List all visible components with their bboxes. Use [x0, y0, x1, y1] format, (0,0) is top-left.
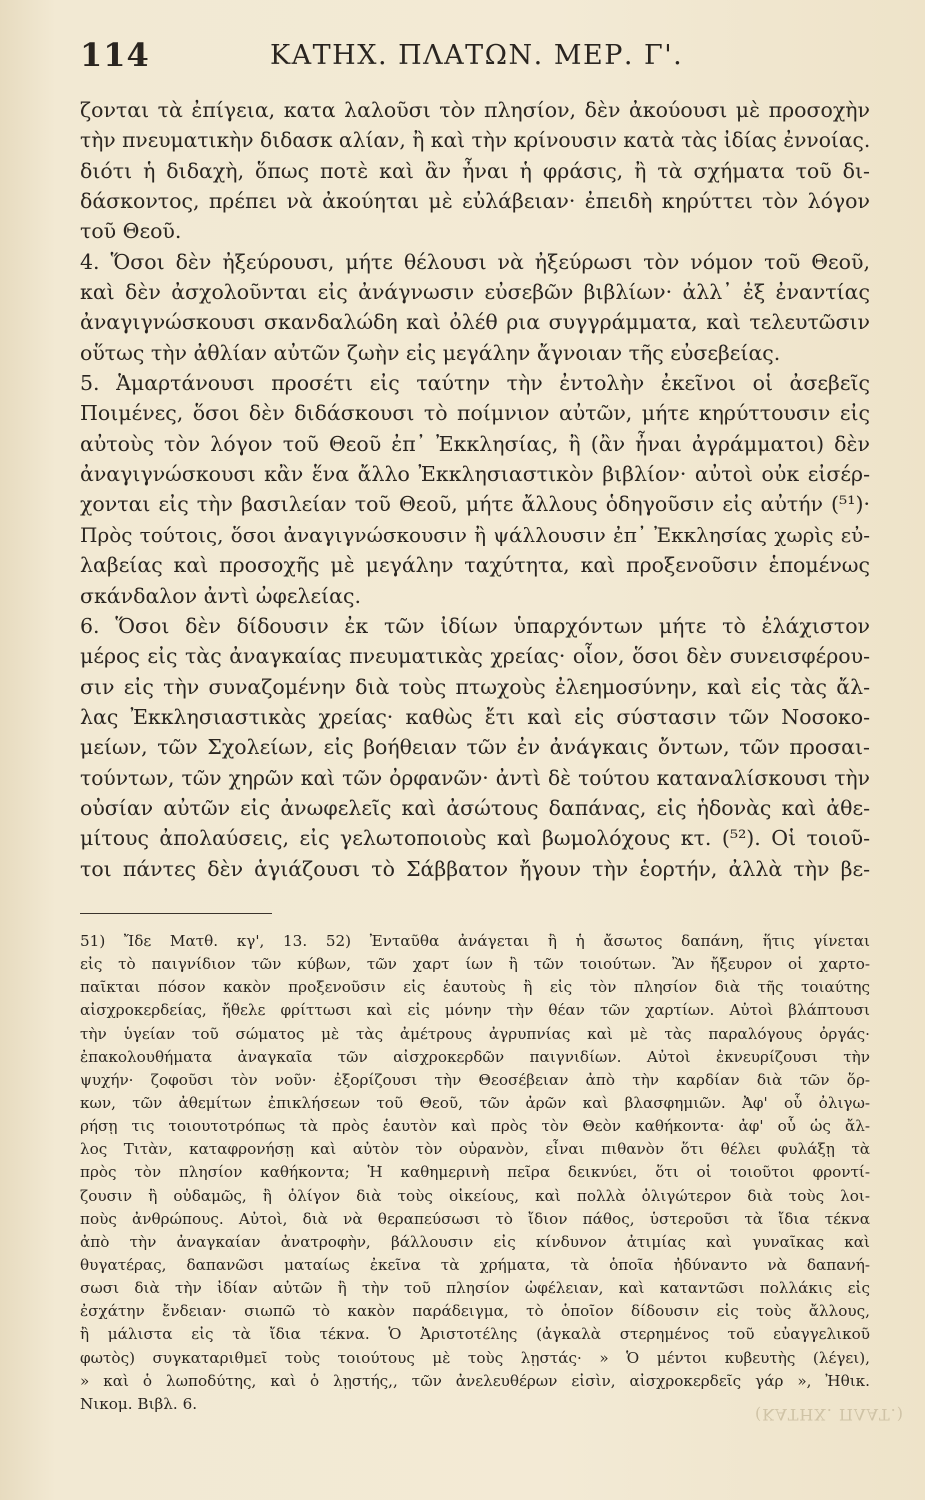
text-line: οὐσίαν αὐτῶν εἰς ἀνωφελεῖς καὶ ἀσώτους δαπάνας, εἰς ἡδονὰς καὶ ἀθε-: [80, 795, 870, 820]
text-line: αὐτοὺς τὸν λόγον τοῦ Θεοῦ ἐπ᾽ Ἐκκλησίας, ἢ (ἂν ἦναι ἀγράμματοι) δὲν: [80, 431, 870, 456]
text-line: 6. Ὅσοι δὲν δίδουσιν ἐκ τῶν ἰδίων ὑπαρχόντων μήτε τὸ ἐλάχιστον: [80, 613, 870, 638]
footnote-line: εἰς τὸ παιγνίδιον τῶν κύβων, τῶν χαρτ ίων ἢ τῶν τοιούτων. Ἂν ἤξευρον οἱ χαρτο-: [80, 955, 870, 974]
footnote-line: θυγατέρας, δαπανῶσι ματαίως ἐκεῖνα τὰ χρήματα, τὰ ὁποῖα ἠδύναντο νὰ δαπανή-: [80, 1255, 870, 1274]
bleed-through-text: (ΚΑΤΗΧ. ΠΛΑΤ.): [755, 1405, 904, 1424]
text-line: καὶ δὲν ἀσχολοῦνται εἰς ἀνάγνωσιν εὐσεβῶν βιβλίων· ἀλλ᾽ ἐξ ἐναντίας: [80, 280, 870, 305]
text-line: τὴν πνευματικὴν διδασκ αλίαν, ἢ καὶ τὴν κρίνουσιν κατὰ τὰς ἰδίας ἐννοίας.: [80, 128, 871, 153]
text-line: 4. Ὅσοι δὲν ἠξεύρουσι, μήτε θέλουσι νὰ ἠξεύρωσι τὸν νόμον τοῦ Θεοῦ,: [80, 249, 870, 274]
footnote-line: ἐσχάτην ἔνδειαν· σιωπῶ τὸ κακὸν παράδειγμα, τὸ ὁποῖον δίδουσιν εἰς τοὺς ἄλλους,: [80, 1302, 870, 1321]
text-line: λας Ἐκκλησιαστικὰς χρείας· καθὼς ἔτι καὶ εἰς σύστασιν τῶν Νοσοκο-: [80, 704, 870, 729]
text-line: δάσκοντος, πρέπει νὰ ἀκούηται μὲ εὐλάβειαν· ἐπειδὴ κηρύττει τὸν λόγον: [80, 189, 870, 214]
footnote-line: ψυχήν· ζοφοῦσι τὸν νοῦν· ἐξορίζουσι τὴν Θεοσέβειαν ἀπὸ τὴν καρδίαν διὰ τῶν ὅρ-: [80, 1070, 870, 1089]
footnote-rule: [80, 913, 272, 914]
text-line: μείων, τῶν Σχολείων, εἰς βοήθειαν τῶν ἐν ἀνάγκαις ὄντων, τῶν προσαι-: [80, 735, 870, 760]
text-line: σκάνδαλον ἀντὶ ὠφελείας.: [80, 583, 361, 608]
page-number: 114: [80, 36, 150, 74]
text-line: διότι ἡ διδαχὴ, ὅπως ποτὲ καὶ ἂν ἦναι ἡ φράσις, ἢ τὰ σχήματα τοῦ δι-: [80, 158, 870, 183]
text-line: ἀναγιγνώσκουσι σκανδαλώδη καὶ ὀλέθ ρια συγγράμματα, καὶ τελευτῶσιν: [80, 310, 870, 335]
text-line: οὕτως τὴν ἀθλίαν αὐτῶν ζωὴν εἰς μεγάλην ἄγνοιαν τῆς εὐσεβείας.: [80, 340, 781, 365]
footnote-line: φωτὸς) συγκαταριθμεῖ τοὺς τοιούτους μὲ τοὺς λῃστάς· » Ὁ μέντοι κυβευτὴς (λέγει),: [80, 1348, 870, 1367]
footnote-line: σωσι διὰ τὴν ἰδίαν αὐτῶν ἢ τὴν τοῦ πλησίον ὠφέλειαν, καὶ καταντῶσι πολλάκις εἰς: [80, 1279, 870, 1298]
footnote-line: αἰσχροκερδείας, ἤθελε φρίττωσι καὶ εἰς μόνην τὴν θέαν τῶν χαρτίων. Αὐτοὶ βλάπτουσι: [80, 1001, 870, 1020]
text-line: τοῦ Θεοῦ.: [80, 219, 182, 244]
text-line: Ποιμένες, ὅσοι δὲν διδάσκουσι τὸ ποίμνιον αὐτῶν, μήτε κηρύττουσιν εἰς: [80, 401, 870, 426]
text-line: σιν εἰς τὴν συναζομένην διὰ τοὺς πτωχοὺς ἐλεημοσύνην, καὶ εἰς τὰς ἄλ-: [80, 674, 870, 699]
running-head: ΚΑΤΗΧ. ΠΛΑΤΩΝ. ΜΕΡ. Γ'.: [270, 40, 684, 71]
text-line: μέρος εἰς τὰς ἀναγκαίας πνευματικὰς χρείας· οἷον, ὅσοι δὲν συνεισφέρου-: [80, 644, 870, 669]
text-line: μίτους ἀπολαύσεις, εἰς γελωτοποιοὺς καὶ βωμολόχους κτ. (⁵²). Οἱ τοιοῦ-: [80, 826, 870, 851]
text-line: τοι πάντες δὲν ἁγιάζουσι τὸ Σάββατον ἤγουν τὴν ἑορτήν, ἀλλὰ τὴν βε-: [80, 856, 870, 881]
text-line: ζονται τὰ ἐπίγεια, κατα λαλοῦσι τὸν πλησίον, δὲν ἀκούουσι μὲ προσοχὴν: [80, 98, 870, 122]
text-line: χονται εἰς τὴν βασιλείαν τοῦ Θεοῦ, μήτε ἄλλους ὁδηγοῦσιν εἰς αὐτήν (⁵¹)·: [80, 492, 870, 517]
footnote-line: ἐπακολουθήματα ἀναγκαῖα τῶν αἰσχροκερδῶν παιγνιδίων. Αὐτοὶ ἐκνευρίζουσι τὴν: [80, 1047, 870, 1066]
footnote-line: ποὺς ἀνθρώπους. Αὐτοὶ, διὰ νὰ θεραπεύσωσι τὸ ἴδιον πάθος, ὑστεροῦσι τὰ ἴδια τέκνα: [80, 1209, 870, 1228]
footnote-line: ζουσιν ἢ οὐδαμῶς, ἢ ὀλίγον διὰ τοὺς οἰκείους, καὶ πολλὰ ὀλιγώτερον διὰ τοὺς λοι-: [80, 1186, 870, 1205]
footnote-line: κων, τῶν ἀθεμίτων ἐπικλήσεων τοῦ Θεοῦ, τῶν ἀρῶν καὶ βλασφημιῶν. Ἀφ' οὗ ὀλιγω-: [80, 1093, 870, 1112]
footnote-line: ἀπὸ τὴν ἀναγκαίαν ἀνατροφὴν, βάλλουσιν εἰς κίνδυνον ἀτιμίας καὶ γυναῖκας καὶ: [80, 1232, 870, 1251]
footnote-line: Νικομ. Βιβλ. 6.: [80, 1394, 198, 1413]
footnote-line: τὴν ὑγείαν τοῦ σώματος μὲ τὰς ἀμέτρους ἀγρυπνίας καὶ μὲ τὰς παραλόγους ὀργάς·: [80, 1024, 870, 1043]
footnote-line: πρὸς τὸν πλησίον καθήκοντα; Ἡ καθημερινὴ πεῖρα δεικνύει, ὅτι οἱ τοιοῦτοι φροντί-: [80, 1163, 870, 1182]
page-header: [80, 36, 870, 82]
footnotes: [80, 930, 870, 1416]
footnote-line: » καὶ ὁ λωποδύτης, καὶ ὁ λῃστής,, τῶν ἀνελευθέρων εἰσὶν, αἰσχροκερδεῖς γάρ », Ἠθικ.: [80, 1371, 870, 1390]
footnote-line: λος Τιτὰν, καταφρονήσῃ καὶ αὐτὸν τὸν οὐρανὸν, εἶναι πιθανὸν ὅτι θέλει φυλάξῃ τὰ: [80, 1140, 870, 1159]
text-line: ἀναγιγνώσκουσι κἂν ἕνα ἄλλο Ἐκκλησιαστικὸν βιβλίον· αὐτοὶ οὐκ εἰσέρ-: [80, 462, 870, 487]
footnote-line: 51) Ἴδε Ματθ. κγ', 13. 52) Ἐνταῦθα ἀνάγεται ἢ ἡ ἄσωτος δαπάνη, ἥτις γίνεται: [80, 932, 870, 950]
text-line: τούντων, τῶν χηρῶν καὶ τῶν ὀρφανῶν· ἀντὶ δὲ τούτου καταναλίσκουσι τὴν: [80, 765, 870, 790]
footnote-line: ἢ μάλιστα εἰς τὰ ἴδια τέκνα. Ὁ Ἀριστοτέλης (ἀγκαλὰ στερημένος τοῦ εὐαγγελικοῦ: [80, 1325, 870, 1344]
text-line: 5. Ἁμαρτάνουσι προσέτι εἰς ταύτην τὴν ἐντολὴν ἐκεῖνοι οἱ ἀσεβεῖς: [80, 371, 870, 396]
footnote-line: ρήσῃ τις τοιουτοτρόπως τὰ πρὸς ἑαυτὸν καὶ πρὸς τὸν Θεὸν καθήκοντα· ἀφ' οὗ ὡς ἄλ-: [80, 1117, 870, 1136]
text-line: Πρὸς τούτοις, ὅσοι ἀναγιγνώσκουσιν ἢ ψάλλουσιν ἐπ᾽ Ἐκκλησίας χωρὶς εὐ-: [80, 522, 870, 547]
main-text: [80, 95, 870, 884]
footnote-line: παῖκται πόσον κακὸν προξενοῦσιν εἰς ἑαυτοὺς ἢ εἰς τὸν πλησίον διὰ τῆς τοιαύτης: [80, 978, 870, 997]
text-line: λαβείας καὶ προσοχῆς μὲ μεγάλην ταχύτητα, καὶ προξενοῦσιν ἑπομένως: [80, 553, 870, 578]
